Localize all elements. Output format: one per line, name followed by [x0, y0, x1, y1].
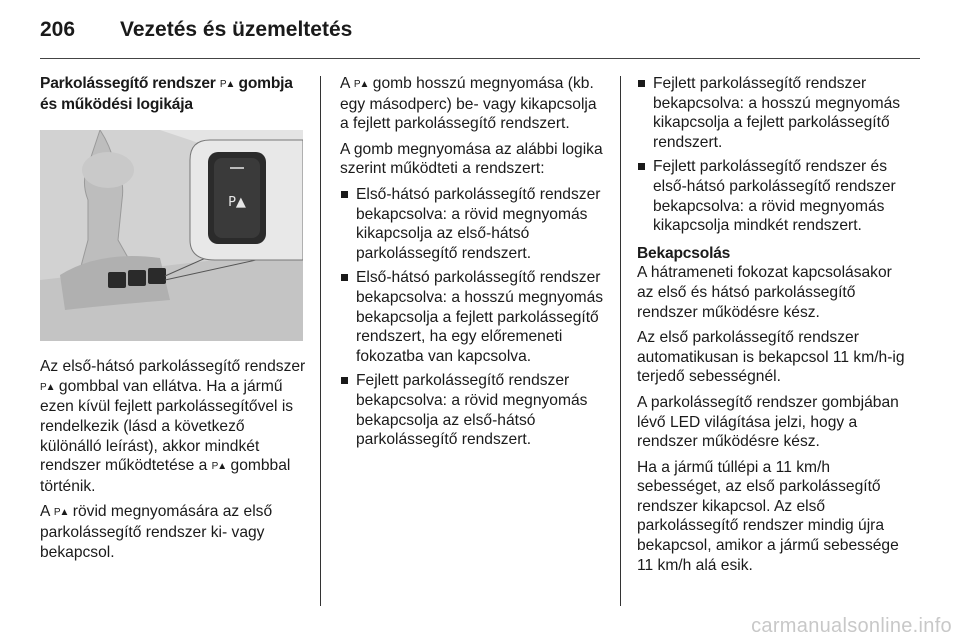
header-rule [40, 58, 920, 59]
column-2 [340, 74, 608, 456]
park-assist-icon: P▲ [219, 79, 235, 90]
park-assist-icon: P▲ [40, 381, 55, 393]
list-item: Fejlett parkolássegítő rendszer és első-hátsó parkolássegítő rendszer bekapcsolva: a rövid megnyomás kikapcsolja mindkét rendszert. [637, 157, 907, 235]
section-heading: Parkolássegítő rendszer P▲ gombja és működési logikája [40, 75, 293, 113]
list-item: Első-hátsó parkolássegítő rendszer bekapcsolva: a hosszú megnyomás bekapcsolja a fejlett parkolássegítő rendszert, ha egy előremeneti fokozatba van kapcsolva. [340, 268, 608, 366]
paragraph: Az első parkolássegítő rendszer automatikusan is bekapcsol 11 km/h-ig terjedő sebességnél. [637, 329, 905, 386]
bullet-list [637, 74, 907, 236]
paragraph: Ha a jármű túllépi a 11 km/h sebességet, az első parkolássegítő rendszer kikapcsol. Az első parkolássegítő rendszer mindig újra bekapcsol, amikor a jármű sebessége 11 km/h alá esik. [637, 458, 899, 574]
page-number: 206 [40, 18, 76, 41]
paragraph: A P▲ gomb hosszú megnyomása (kb. egy másodperc) be- vagy kikapcsolja a fejlett parkolássegítő rendszert. [340, 75, 597, 133]
section-heading: Bekapcsolás [637, 244, 731, 262]
paragraph: A parkolássegítő rendszer gombjában lévő LED világítása jelzi, hogy a rendszer működésre kész. [637, 393, 899, 451]
svg-text:P▲: P▲ [228, 195, 246, 211]
column-1 [40, 74, 306, 568]
park-assist-icon: P▲ [353, 79, 369, 90]
park-assist-icon: P▲ [53, 507, 69, 519]
list-item: Fejlett parkolássegítő rendszer bekapcsolva: a rövid megnyomás bekapcsolja az első-hátsó parkolássegítő rendszert. [340, 371, 608, 449]
page-header [40, 18, 352, 48]
column-divider-1 [320, 76, 321, 606]
watermark: carmanualsonline.info [751, 615, 952, 637]
bullet-list [340, 185, 608, 450]
park-assist-icon: P▲ [211, 461, 227, 473]
column-3 [637, 74, 907, 581]
column-divider-2 [620, 76, 621, 606]
park-assist-button-illustration [40, 130, 303, 341]
list-item: Első-hátsó parkolássegítő rendszer bekapcsolva: a rövid megnyomás kikapcsolja az első-hátsó parkolássegítő rendszert. [340, 185, 608, 263]
paragraph: A P▲ rövid megnyomására az első parkolássegítő rendszer ki- vagy bekapcsol. [40, 503, 273, 561]
list-item: Fejlett parkolássegítő rendszer bekapcsolva: a hosszú megnyomás kikapcsolja a fejlett parkolássegítő rendszert. [637, 74, 907, 152]
paragraph: A gomb megnyomása az alábbi logika szerint működteti a rendszert: [340, 140, 603, 178]
paragraph: A hátrameneti fokozat kapcsolásakor az első és hátsó parkolássegítő rendszer működésre kész. [637, 264, 892, 321]
paragraph: Az első-hátsó parkolássegítő rendszer P▲ gombbal van ellátva. Ha a jármű ezen kívül fejlett parkolássegítővel is rendelkezik (lásd a következő különálló leírást), akkor mindkét rendszer működtetése a P▲ gombbal történik. [40, 358, 306, 495]
chapter-title: Vezetés és üzemeltetés [120, 18, 353, 41]
